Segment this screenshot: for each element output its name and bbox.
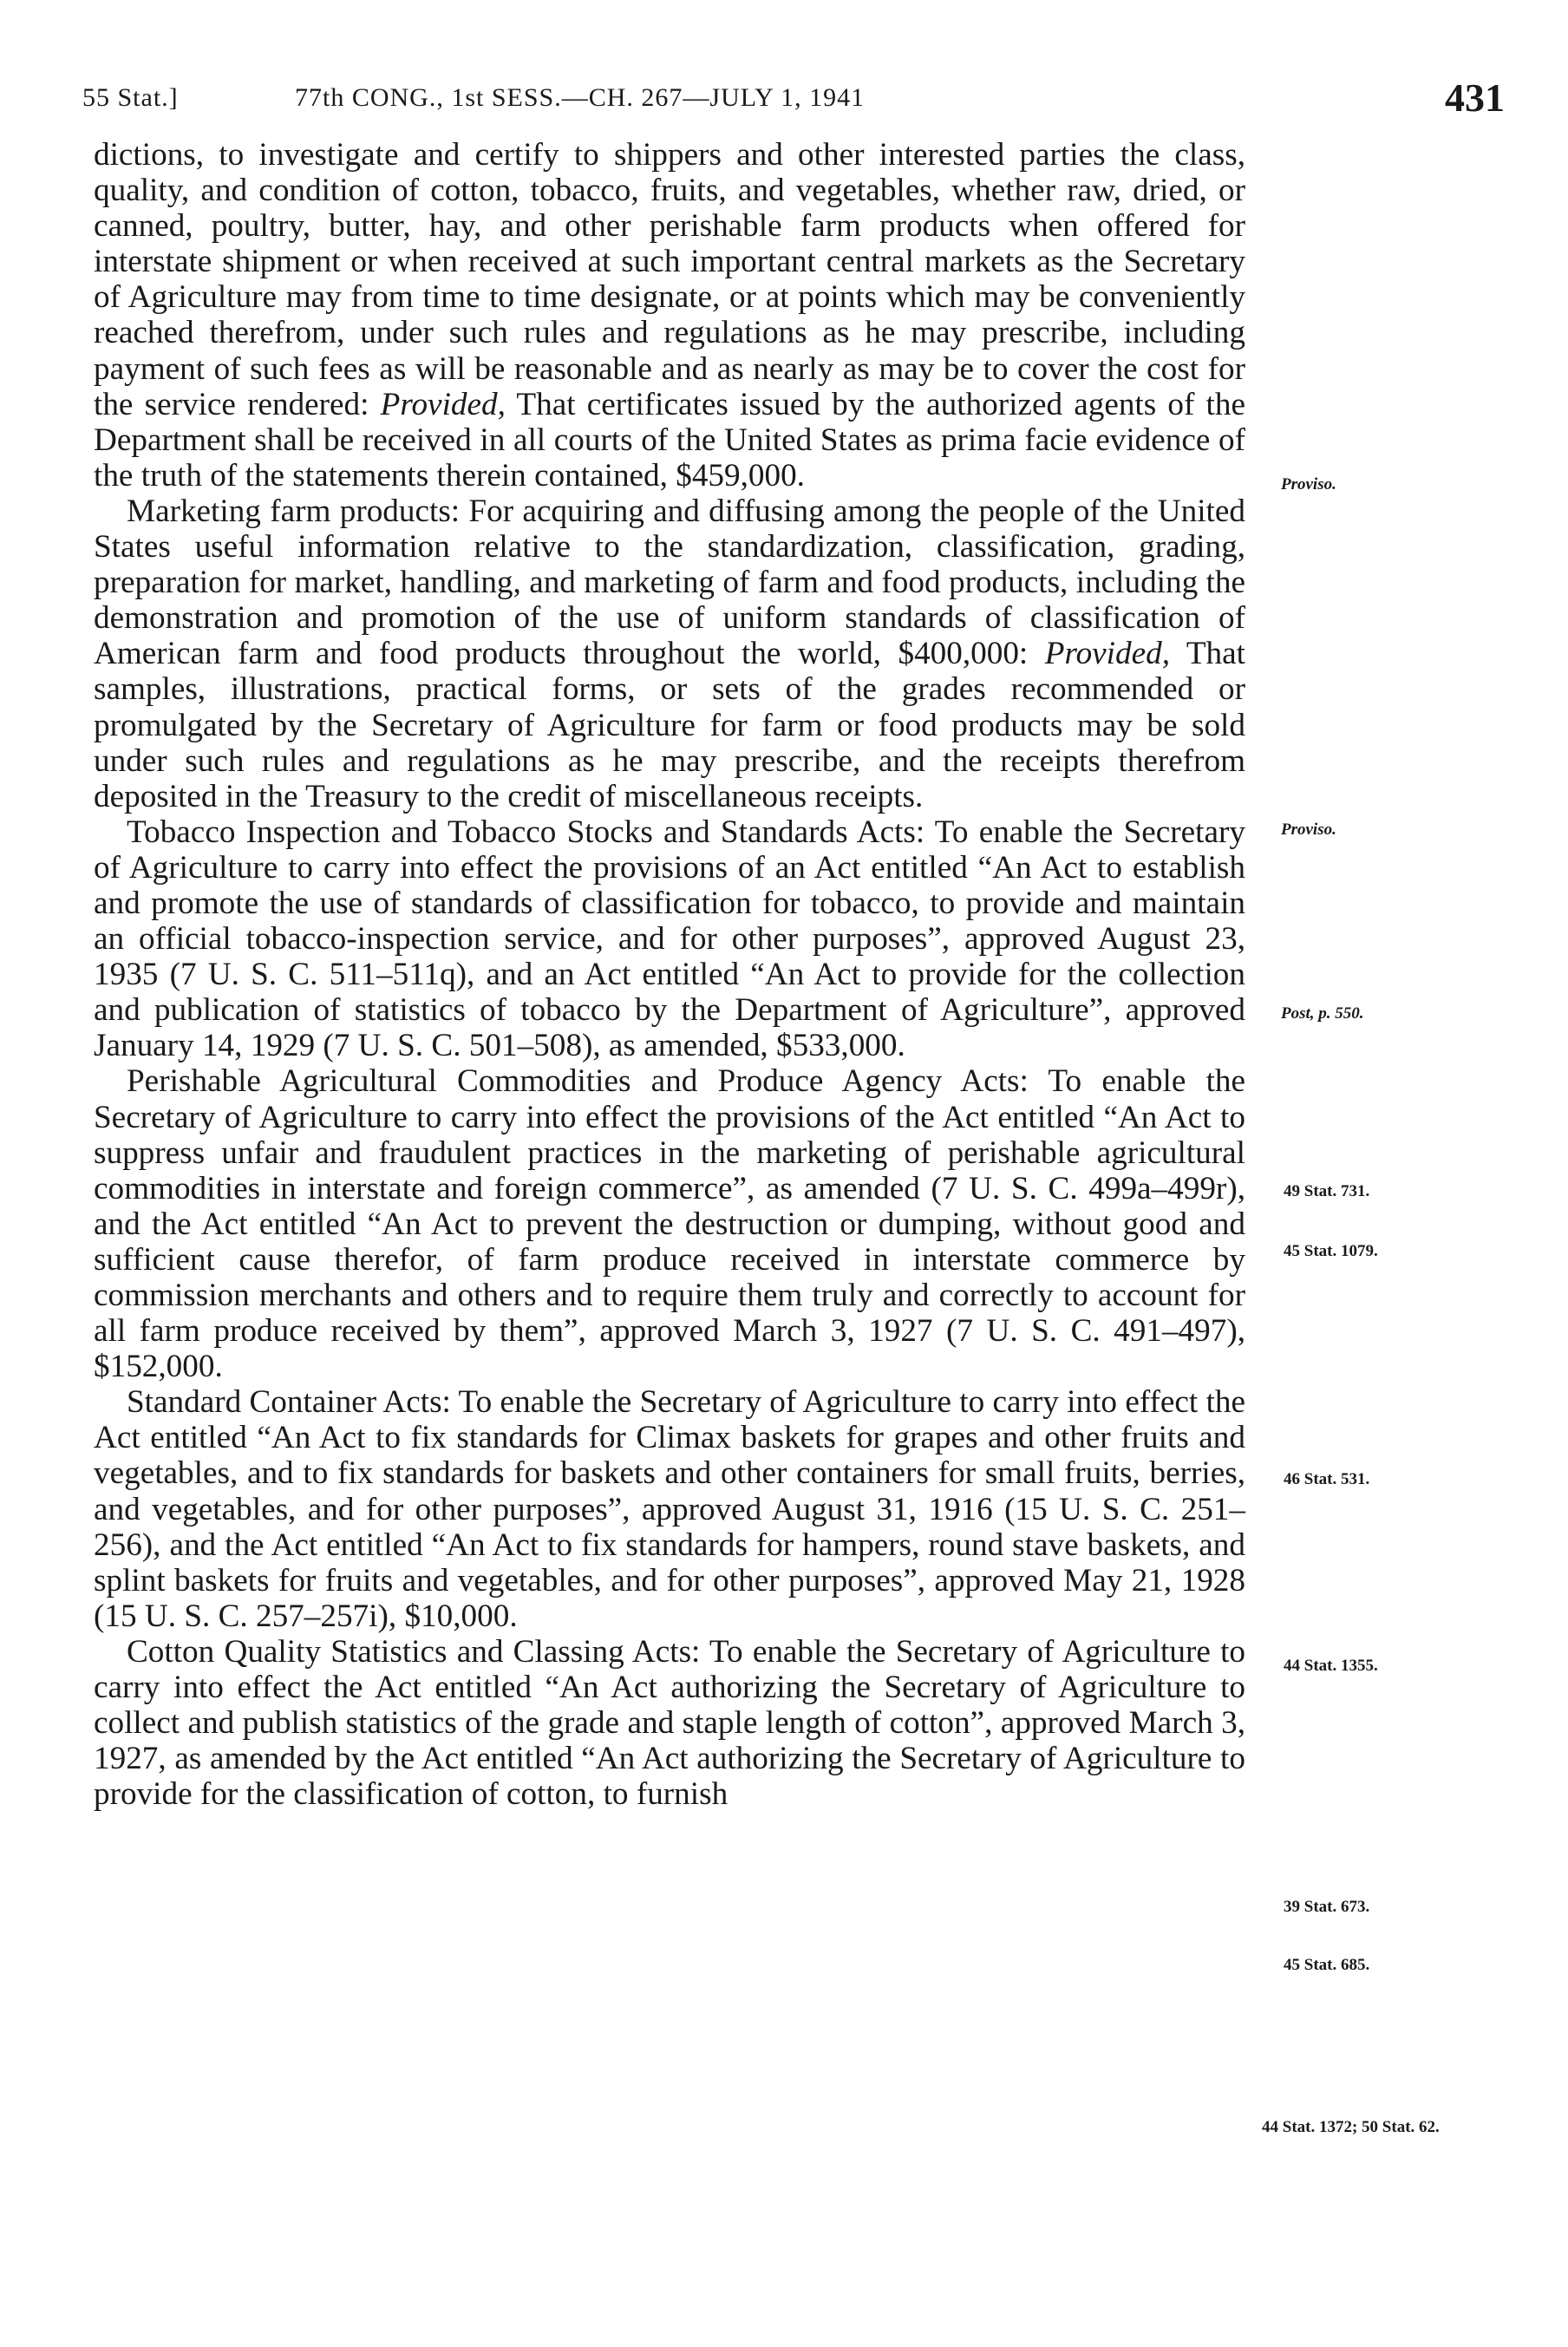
paragraph xyxy=(94,1384,1245,1634)
margin-note-post xyxy=(1281,1004,1364,1023)
paragraph xyxy=(94,1063,1245,1384)
margin-note-citation: 45 Stat. 685. xyxy=(1284,1956,1370,1974)
paragraph xyxy=(94,494,1245,814)
paragraph-text: Cotton Quality Statistics and Classing Acts: To enable the Secretary of Agriculture to carry into effect the Act entitled “An Act authorizing the Secretary of Agriculture to collect and publish statistics of the grade and staple length of cotton”, approved March 3, 1927, as amended by the Act entitled “An Act authorizing the Secretary of Agriculture to provide for the classification of cotton, to furnish xyxy=(94,1633,1245,1813)
margin-note-post-text: Post, p. 550. xyxy=(1281,1004,1364,1023)
paragraph-text: Tobacco Inspection and Tobacco Stocks and Standards Acts: To enable the Secretary of Agriculture to carry into effect the provisions of an Act entitled “An Act to establish and promote the use of standards of classification for tobacco, to provide and maintain an official tobacco-inspection service, and for other purposes”, approved August 23, 1935 (7 U. S. C. 511–511q), and an Act entitled “An Act to provide for the collection and publication of statistics of tobacco by the Department of Agriculture”, approved January 14, 1929 (7 U. S. C. 501–508), as amended, $533,000. xyxy=(94,814,1245,1064)
margin-note-citation: 44 Stat. 1355. xyxy=(1284,1657,1378,1675)
header-volume-ref: 55 Stat.] xyxy=(82,83,179,112)
page-header xyxy=(82,62,1505,123)
page-number: 431 xyxy=(1445,75,1505,120)
paragraph-text: Perishable Agricultural Commodities and Produce Agency Acts: To enable the Secretary of Agriculture to carry into effect the provisions of the Act entitled “An Act to suppress unfair and fraudulent practices in the marketing of perishable agricultural commodities in interstate and foreign commerce”, as amended (7 U. S. C. 499a–499r), and the Act entitled “An Act to prevent the destruction or dumping, without good and sufficient cause therefor, of farm produce received in interstate commerce by commission merchants and others and to require them truly and correctly to account for all farm produce received by them”, approved March 3, 1927 (7 U. S. C. 491–497), $152,000. xyxy=(94,1063,1245,1385)
paragraph-text: Standard Container Acts: To enable the Secretary of Agriculture to carry into effect the Act entitled “An Act to fix standards for Climax baskets for grapes and other fruits and vegetables, and to fix standards for baskets and other containers for small fruits, berries, and vegetables, and for other purposes”, approved August 31, 1916 (15 U. S. C. 251–256), and the Act entitled “An Act to fix standards for hampers, round stave baskets, and splint baskets for fruits and vegetables, and for other purposes”, approved May 21, 1928 (15 U. S. C. 257–257i), $10,000. xyxy=(94,1384,1245,1634)
margin-note-citation: 49 Stat. 731. xyxy=(1284,1182,1370,1200)
proviso-term: Provided, xyxy=(380,386,506,422)
paragraph-text: That certificates issued by the authorized agents of the Department shall be received in all courts of the United States as prima facie evidence of the truth of the statements therein contained, $459,000. xyxy=(94,386,1245,494)
header-session-title: 77th CONG., 1st SESS.—CH. 267—JULY 1, 1941 xyxy=(295,83,866,112)
margin-note-citation: 46 Stat. 531. xyxy=(1284,1470,1370,1488)
paragraph xyxy=(94,814,1245,1064)
margin-note-citation: 44 Stat. 1372; 50 Stat. 62. xyxy=(1262,2118,1440,2136)
paragraph-text: dictions, to investigate and certify to shippers and other interested parties the class, quality, and condition of cotton, tobacco, fruits, and vegetables, whether raw, dried, or canned, poultry, butter, hay, and other perishable farm products when offered for interstate shipment or when received at such important central markets as the Secretary of Agriculture may from time to time designate, or at points which may be conveniently reached therefrom, under such rules and regulations as he may prescribe, including payment of such fees as will be reasonable and as nearly as may be to cover the cost for the service rendered: xyxy=(94,137,1245,422)
margin-note-proviso: Proviso. xyxy=(1281,820,1336,839)
paragraph-text: Marketing farm products: For acquiring and diffusing among the people of the United States useful information relative to the standardization, classification, grading, preparation for market, handling, and marketing of farm and food products, including the demonstration and promotion of the use of uniform standards of classification of American farm and food products throughout the world, $400,000: xyxy=(94,493,1245,672)
body-text xyxy=(94,137,1245,1812)
paragraph-text: That samples, illustrations, practical forms, or sets of the grades recommended or promulgated by the Secretary of Agriculture for farm or food products may be sold under such rules and regulations as he may prescribe, and the receipts therefrom deposited in the Treasury to the credit of miscellaneous receipts. xyxy=(94,636,1245,814)
paragraph xyxy=(94,137,1245,494)
proviso-term: Provided, xyxy=(1044,636,1170,672)
margin-note-proviso: Proviso. xyxy=(1281,475,1336,494)
paragraph xyxy=(94,1634,1245,1812)
margin-note-citation: 45 Stat. 1079. xyxy=(1284,1242,1378,1260)
margin-note-citation: 39 Stat. 673. xyxy=(1284,1898,1370,1916)
